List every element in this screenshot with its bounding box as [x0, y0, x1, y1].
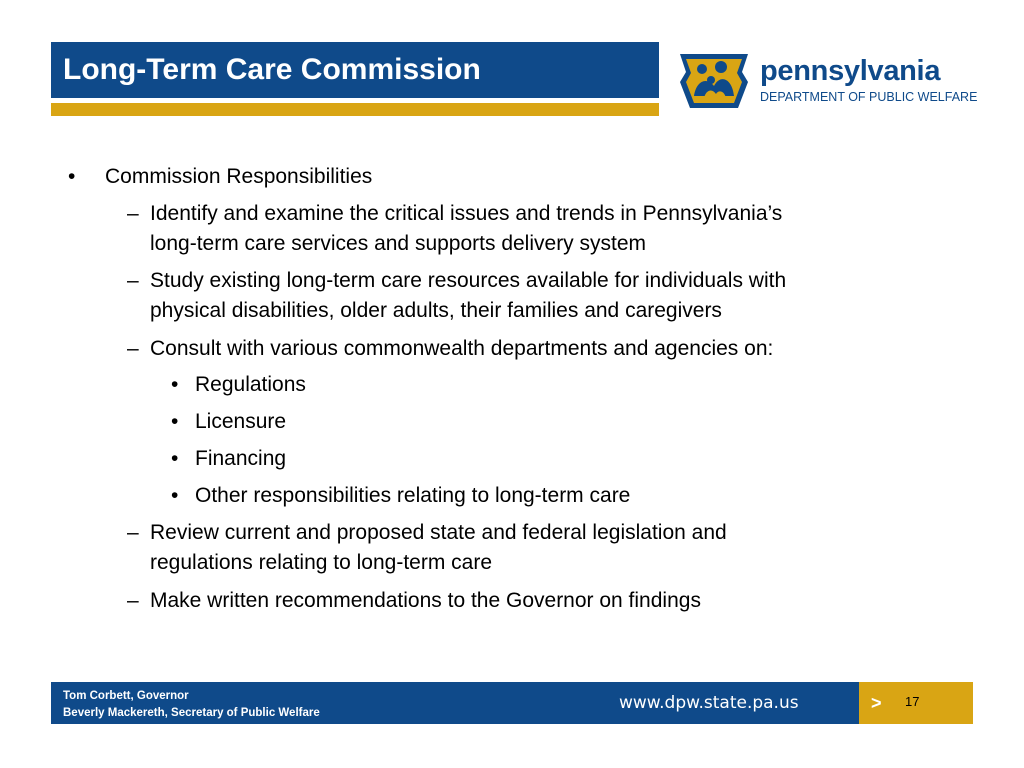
dash-marker: – — [127, 269, 139, 292]
bullet-marker: • — [171, 373, 179, 396]
list-item-line: Consult with various commonwealth departments and agencies on: — [150, 337, 774, 360]
page-title: Long-Term Care Commission — [63, 53, 481, 86]
bullet-marker: • — [68, 165, 76, 188]
list-item-line: Make written recommendations to the Governor on findings — [150, 589, 701, 612]
bullet-marker: • — [171, 447, 179, 470]
list-item-line: Review current and proposed state and federal legislation and — [150, 521, 727, 544]
list-item-line: long-term care services and supports delivery system — [150, 232, 647, 255]
page-number: 17 — [905, 694, 920, 709]
footer-secretary: Beverly Mackereth, Secretary of Public Welfare — [63, 707, 320, 719]
dash-marker: – — [127, 589, 139, 612]
next-arrow-icon[interactable]: > — [871, 693, 882, 713]
sub-list-item-text: Financing — [195, 447, 287, 470]
footer-governor: Tom Corbett, Governor — [63, 690, 189, 702]
dash-marker: – — [127, 202, 139, 225]
sub-list-item-text: Other responsibilities relating to long-term care — [195, 484, 631, 507]
sub-list-item-text: Regulations — [195, 373, 306, 396]
list-item-line: regulations relating to long-term care — [150, 551, 493, 574]
sub-list-item-text: Licensure — [195, 410, 287, 433]
list-item-line: physical disabilities, older adults, their families and caregivers — [150, 299, 722, 322]
logo-name: pennsylvania — [760, 55, 941, 87]
footer-nav-block — [859, 682, 973, 724]
footer-url-link[interactable]: www.dpw.state.pa.us — [619, 693, 799, 713]
list-item-line: Identify and examine the critical issues and trends in Pennsylvania’s — [150, 202, 783, 225]
bullet-marker: • — [171, 484, 179, 507]
dash-marker: – — [127, 337, 139, 360]
footer-bar — [51, 682, 859, 724]
logo-department: DEPARTMENT OF PUBLIC WELFARE — [760, 90, 978, 104]
dash-marker: – — [127, 521, 139, 544]
list-item-line: Study existing long-term care resources available for individuals with — [150, 269, 787, 292]
bullet-marker: • — [171, 410, 179, 433]
bullet-text: Commission Responsibilities — [105, 165, 373, 188]
